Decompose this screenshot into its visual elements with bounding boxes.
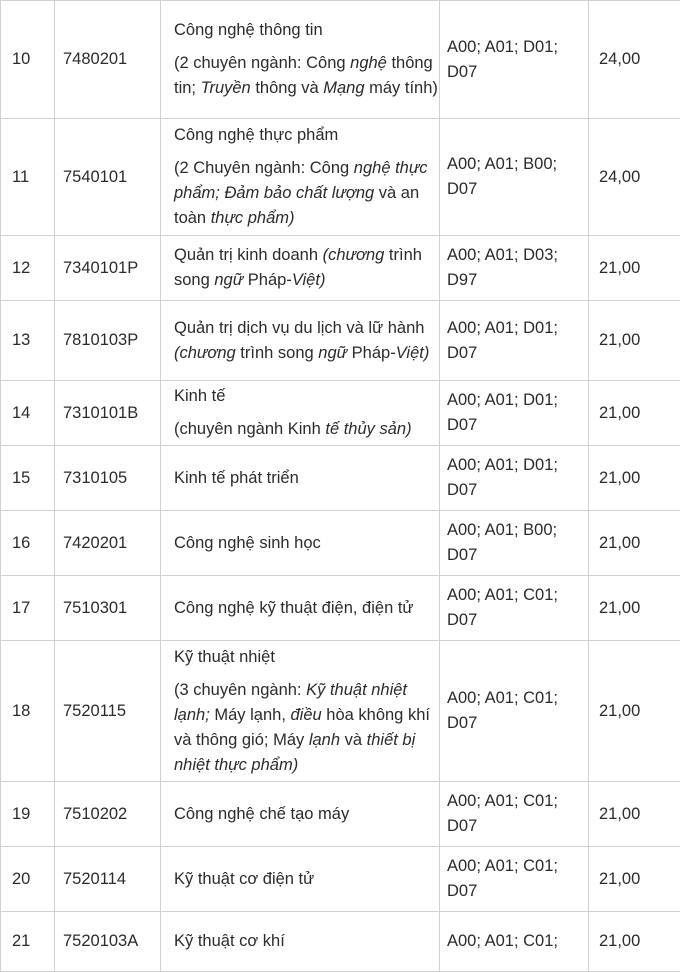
text-run: trình song (174, 246, 422, 289)
benchmark-score-cell: 21,00 (589, 236, 680, 301)
text-run: (chương (323, 246, 385, 264)
subject-combinations-cell: A00; A01; B00; D07 (440, 511, 589, 576)
benchmark-score-cell: 21,00 (589, 301, 680, 381)
text-run: thực phẩm) (211, 209, 295, 227)
subject-combinations-cell: A00; A01; D03; D97 (440, 236, 589, 301)
row-number-cell: 16 (1, 511, 55, 576)
subject-combinations-cell: A00; A01; D01; D07 (440, 446, 589, 511)
table-row (1, 511, 680, 576)
table-row (1, 119, 680, 236)
table-row (1, 847, 680, 912)
major-name-cell (161, 511, 440, 576)
table-row (1, 236, 680, 301)
benchmark-score-cell: 21,00 (589, 912, 680, 972)
row-number-cell: 21 (1, 912, 55, 972)
major-code-cell: 7420201 (55, 511, 161, 576)
major-name-cell (161, 119, 440, 236)
row-number-cell: 20 (1, 847, 55, 912)
major-specializations (174, 156, 439, 231)
subject-combinations-cell: A00; A01; C01; D07 (440, 576, 589, 641)
benchmark-score-cell: 21,00 (589, 847, 680, 912)
subject-combinations-cell: A00; A01; D01; D07 (440, 381, 589, 446)
text-run: và (340, 731, 367, 749)
major-name-cell (161, 1, 440, 119)
text-run: Việt) (292, 271, 326, 289)
major-title: Kinh tế (174, 384, 439, 409)
major-code-cell: 7520115 (55, 641, 161, 782)
table-row (1, 576, 680, 641)
text-run: ngữ (214, 271, 243, 289)
major-name-cell (161, 912, 440, 972)
benchmark-score-cell: 21,00 (589, 782, 680, 847)
text-run: Quản trị dịch vụ du lịch và lữ hành (174, 319, 424, 337)
text-run: Kỹ thuật cơ điện tử (174, 870, 314, 888)
row-number-cell: 11 (1, 119, 55, 236)
text-run: thông tin; (174, 54, 433, 97)
text-run: điều (291, 706, 322, 724)
major-name-cell (161, 446, 440, 511)
text-run: (chương (174, 344, 236, 362)
row-number-cell: 12 (1, 236, 55, 301)
row-number-cell: 19 (1, 782, 55, 847)
subject-combinations-cell: A00; A01; C01; (440, 912, 589, 972)
subject-combinations-cell: A00; A01; D01; D07 (440, 1, 589, 119)
table-row (1, 446, 680, 511)
benchmark-score-cell: 21,00 (589, 511, 680, 576)
benchmark-score-cell: 21,00 (589, 381, 680, 446)
major-code-cell: 7310101B (55, 381, 161, 446)
major-name-cell (161, 641, 440, 782)
major-title: Kỹ thuật nhiệt (174, 645, 439, 670)
table-row (1, 1, 680, 119)
text-run: Quản trị kinh doanh (174, 246, 323, 264)
text-run: ngữ (318, 344, 347, 362)
major-name-cell (161, 301, 440, 381)
text-run: (2 chuyên ngành: Công (174, 54, 350, 72)
table-row (1, 301, 680, 381)
text-run: Pháp- (243, 271, 292, 289)
benchmark-score-cell: 21,00 (589, 641, 680, 782)
text-run: Việt) (396, 344, 430, 362)
benchmark-score-cell: 21,00 (589, 576, 680, 641)
row-number-cell: 13 (1, 301, 55, 381)
table-body (1, 1, 680, 972)
text-run: Kinh tế phát triển (174, 469, 299, 487)
major-code-cell: 7340101P (55, 236, 161, 301)
benchmark-score-cell: 24,00 (589, 119, 680, 236)
major-code-cell: 7510202 (55, 782, 161, 847)
row-number-cell: 14 (1, 381, 55, 446)
text-run: nghệ thực phẩm; Đảm bảo chất lượng (174, 159, 428, 202)
major-specializations (174, 678, 439, 778)
text-run: nghệ (350, 54, 387, 72)
table-row (1, 782, 680, 847)
text-run: Kỹ thuật cơ khí (174, 932, 285, 950)
text-run: Mạng (323, 79, 364, 97)
row-number-cell: 15 (1, 446, 55, 511)
table-row (1, 641, 680, 782)
table-row (1, 381, 680, 446)
major-name-cell (161, 782, 440, 847)
major-code-cell: 7520103A (55, 912, 161, 972)
text-run: lạnh (309, 731, 340, 749)
text-run: (2 Chuyên ngành: Công (174, 159, 354, 177)
major-code-cell: 7810103P (55, 301, 161, 381)
subject-combinations-cell: A00; A01; C01; D07 (440, 641, 589, 782)
subject-combinations-cell: A00; A01; D01; D07 (440, 301, 589, 381)
major-title: Công nghệ thực phẩm (174, 123, 439, 148)
text-run: Pháp- (347, 344, 396, 362)
text-run: (3 chuyên ngành: (174, 681, 306, 699)
text-run: tế thủy sản) (325, 420, 411, 438)
text-run: thiết bị nhiệt thực phẩm) (174, 731, 415, 774)
major-name-cell (161, 381, 440, 446)
text-run: Kỹ thuật nhiệt lạnh; (174, 681, 407, 724)
text-run: Công nghệ chế tạo máy (174, 805, 349, 823)
text-run: Công nghệ kỹ thuật điện, điện tử (174, 599, 413, 617)
text-run: hòa không khí và thông gió; Máy (174, 706, 430, 749)
subject-combinations-cell: A00; A01; C01; D07 (440, 782, 589, 847)
major-name-cell (161, 576, 440, 641)
major-name-cell (161, 236, 440, 301)
text-run: Truyền (201, 79, 251, 97)
major-code-cell: 7310105 (55, 446, 161, 511)
benchmark-score-cell: 24,00 (589, 1, 680, 119)
major-code-cell: 7540101 (55, 119, 161, 236)
row-number-cell: 18 (1, 641, 55, 782)
benchmark-score-cell: 21,00 (589, 446, 680, 511)
text-run: Công nghệ sinh học (174, 534, 321, 552)
major-specializations (174, 51, 439, 101)
text-run: thông và (251, 79, 323, 97)
major-code-cell: 7480201 (55, 1, 161, 119)
row-number-cell: 17 (1, 576, 55, 641)
major-code-cell: 7520114 (55, 847, 161, 912)
text-run: trình song (236, 344, 319, 362)
subject-combinations-cell: A00; A01; C01; D07 (440, 847, 589, 912)
text-run: Máy lạnh, (210, 706, 291, 724)
major-title: Công nghệ thông tin (174, 18, 439, 43)
row-number-cell: 10 (1, 1, 55, 119)
major-name-cell (161, 847, 440, 912)
table-row (1, 912, 680, 972)
text-run: (chuyên ngành Kinh (174, 420, 325, 438)
text-run: máy tính) (365, 79, 438, 97)
subject-combinations-cell: A00; A01; B00; D07 (440, 119, 589, 236)
major-code-cell: 7510301 (55, 576, 161, 641)
text-run: và an toàn (174, 184, 419, 227)
major-specializations (174, 417, 439, 442)
